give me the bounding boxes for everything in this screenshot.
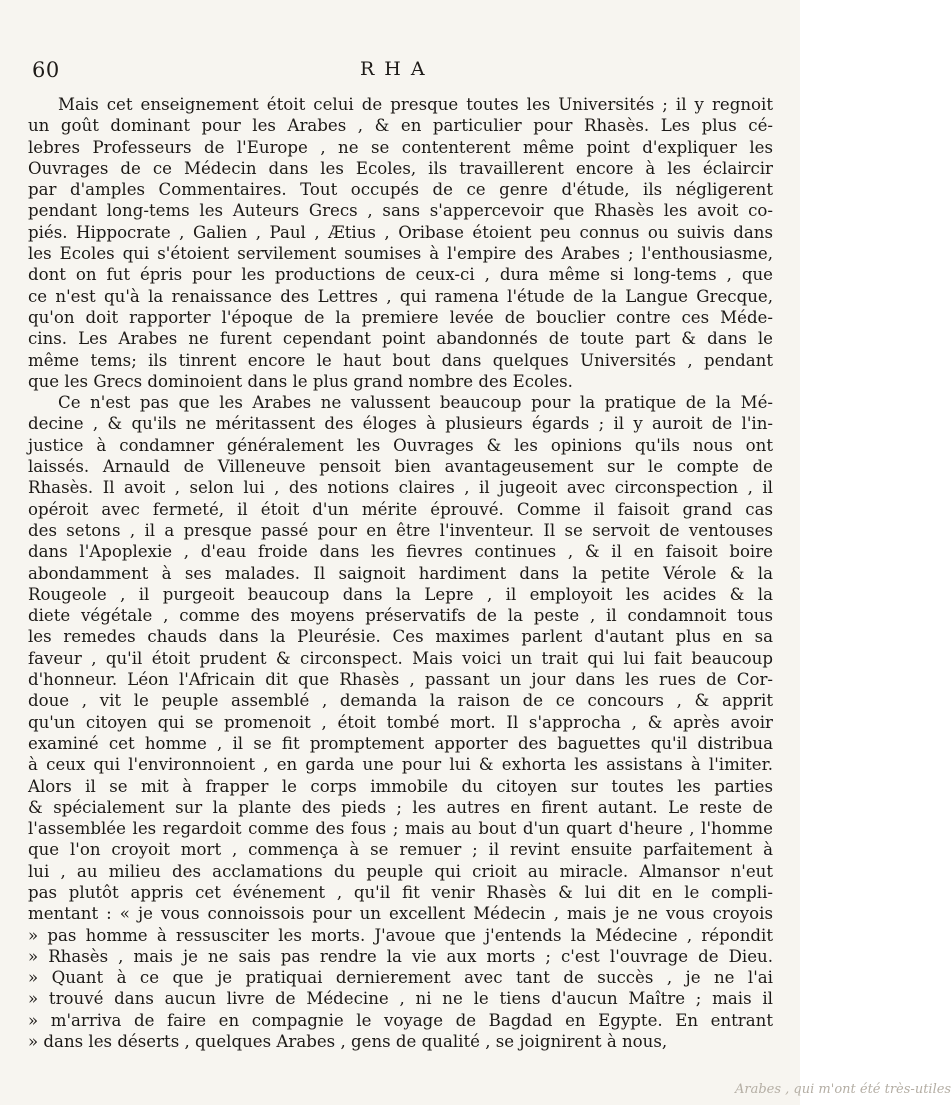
text-line: diete végétale , comme des moyens préservatifs de la peste , il condamnoit tous [28, 606, 773, 626]
text-line: lui , au milieu des acclamations du peuple qui crioit au miracle. Almansor n'eut [28, 861, 773, 881]
body-text [28, 94, 773, 1052]
text-line: mentant : « je vous connoissois pour un excellent Médecin , mais je ne vous croyois [28, 904, 773, 924]
text-line: dont on fut épris pour les productions de ceux-ci , dura même si long-tems , que [28, 265, 773, 285]
text-line: qu'un citoyen qui se promenoit , étoit tombé mort. Il s'approcha , & après avoir [28, 712, 773, 732]
page-header [30, 58, 775, 88]
paragraph [28, 94, 773, 392]
text-line: à ceux qui l'environnoient , en garda une pour lui & exhorta les assistans à l'imiter. [28, 755, 773, 775]
text-line: abondamment à ses malades. Il saignoit hardiment dans la petite Vérole & la [28, 563, 773, 583]
text-line: un goût dominant pour les Arabes , & en particulier pour Rhasès. Les plus cé- [28, 116, 773, 136]
text-line: & spécialement sur la plante des pieds ; les autres en firent autant. Le reste de [28, 797, 773, 817]
show-through-text: Arabes , qui m'ont été très-utiles [735, 1082, 951, 1097]
text-line: piés. Hippocrate , Galien , Paul , Ætius , Oribase étoient peu connus ou suivis dans [28, 222, 773, 242]
text-line: des setons , il a presque passé pour en être l'inventeur. Il se servoit de ventouses [28, 520, 773, 540]
text-line: pas plutôt appris cet événement , qu'il fit venir Rhasès & lui dit en le compli- [28, 882, 773, 902]
text-line: Mais cet enseignement étoit celui de presque toutes les Universités ; il y regnoit [58, 95, 773, 114]
text-line: les Ecoles qui s'étoient servilement soumises à l'empire des Arabes ; l'enthousiasme, [28, 244, 773, 264]
text-line: l'assemblée les regardoit comme des fous ; mais au bout d'un quart d'heure , l'homme [28, 819, 773, 839]
text-line: dans l'Apoplexie , d'eau froide dans les fievres continues , & il en faisoit boire [28, 542, 773, 562]
text-line: Rougeole , il purgeoit beaucoup dans la Lepre , il employoit les acides & la [28, 584, 773, 604]
paragraph [28, 392, 773, 1052]
text-line: » m'arriva de faire en compagnie le voyage de Bagdad en Egypte. En entrant [28, 1010, 773, 1030]
text-line: » Quant à ce que je pratiquai dernierement avec tant de succès , je ne l'ai [28, 968, 773, 988]
text-line: examiné cet homme , il se fit promptement apporter des baguettes qu'il distribua [28, 733, 773, 753]
text-line: lebres Professeurs de l'Europe , ne se contenterent même point d'expliquer les [28, 137, 773, 157]
text-line: decine , & qu'ils ne méritassent des éloges à plusieurs égards ; il y auroit de l'in- [28, 414, 773, 434]
text-line: Ouvrages de ce Médecin dans les Ecoles, ils travaillerent encore à les éclaircir [28, 158, 773, 178]
text-line: d'honneur. Léon l'Africain dit que Rhasès , passant un jour dans les rues de Cor- [28, 670, 773, 690]
text-line: Ce n'est pas que les Arabes ne valussent beaucoup pour la pratique de la Mé- [58, 393, 773, 413]
text-line: que l'on croyoit mort , commença à se remuer ; il revint ensuite parfaitement à [28, 840, 773, 860]
text-line: ce n'est qu'à la renaissance des Lettres , qui ramena l'étude de la Langue Grecque, [28, 286, 773, 306]
text-line: par d'amples Commentaires. Tout occupés de ce genre d'étude, ils négligerent [28, 180, 773, 200]
text-line: même tems; ils tinrent encore le haut bout dans quelques Universités , pendant [28, 350, 773, 370]
text-line: Rhasès. Il avoit , selon lui , des notions claires , il jugeoit avec circonspection , il [28, 478, 773, 498]
text-line: » pas homme à ressusciter les morts. J'avoue que j'entends la Médecine , répondit [28, 925, 773, 945]
text-line: cins. Les Arabes ne furent cependant point abandonnés de toute part & dans le [28, 329, 773, 349]
text-line: les remedes chauds dans la Pleurésie. Ces maximes parlent d'autant plus en sa [28, 627, 773, 647]
text-line: » Rhasès , mais je ne sais pas rendre la vie aux morts ; c'est l'ouvrage de Dieu. [28, 946, 773, 966]
text-line: » trouvé dans aucun livre de Médecine , ni ne le tiens d'aucun Maître ; mais il [28, 989, 773, 1009]
text-line: laissés. Arnauld de Villeneuve pensoit bien avantageusement sur le compte de [28, 457, 773, 477]
text-line: que les Grecs dominoient dans le plus grand nombre des Ecoles. [28, 371, 573, 391]
text-line: qu'on doit rapporter l'époque de la premiere levée de bouclier contre ces Méde- [28, 307, 773, 327]
text-line: pendant long-tems les Auteurs Grecs , sans s'appercevoir que Rhasès les avoit co- [28, 201, 773, 221]
text-line: justice à condamner généralement les Ouvrages & les opinions qu'ils nous ont [28, 435, 773, 455]
text-line: faveur , qu'il étoit prudent & circonspect. Mais voici un trait qui lui fait beaucoup [28, 648, 773, 668]
text-line: Alors il se mit à frapper le corps immobile du citoyen sur toutes les parties [28, 776, 773, 796]
text-line: opéroit avec fermeté, il étoit d'un mérite éprouvé. Comme il faisoit grand cas [28, 499, 773, 519]
text-line: » dans les déserts , quelques Arabes , gens de qualité , se joignirent à nous, [28, 1032, 668, 1052]
text-line: doue , vit le peuple assemblé , demanda la raison de ce concours , & apprit [28, 691, 773, 711]
page-number: 60 [32, 58, 60, 82]
running-head: RHA [360, 58, 435, 80]
